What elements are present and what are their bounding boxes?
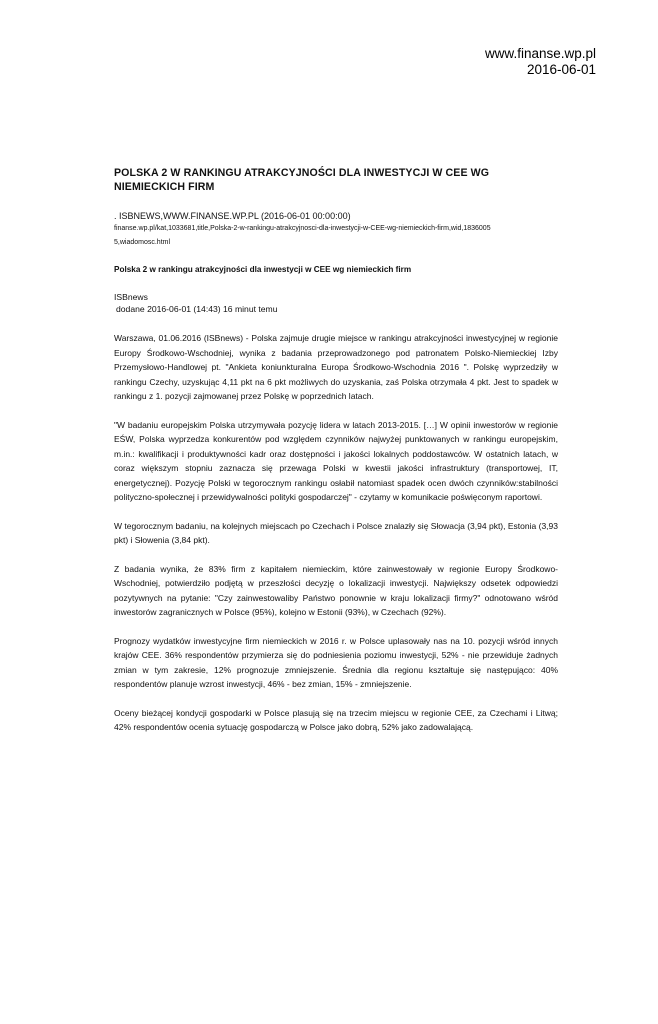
page-header: [485, 46, 596, 78]
article-published: dodane 2016-06-01 (14:43) 16 minut temu: [116, 303, 278, 314]
article-title: POLSKA 2 W RANKINGU ATRAKCYJNOŚCI DLA INWESTYCJI W CEE WG NIEMIECKICH FIRM: [114, 167, 490, 193]
paragraph: Oceny bieżącej kondycji gospodarki w Polsce plasują się na trzecim miejscu w regionie CEE, za Czechami i Litwą; 42% respondentów ocenia sytuację gospodarczą w Polsce jako dobrą, 52% jako zadowalającą.: [114, 707, 558, 732]
paragraph: Prognozy wydatków inwestycyjne firm niemieckich w 2016 r. w Polsce uplasowały nas na 10. pozycji wśród innych krajów CEE. 36% respondentów przymierza się do podniesienia poziomu inwestycji, 52% - nie przewiduje żadnych zmian w tym zakresie, 12% prognozuje zmniejszenie. Średnia dla regionu kształtuje się następująco: 40% respondentów planuje wzrost inwestycji, 46% - bez zmian, 15% - zmniejszenie.: [114, 635, 558, 689]
article-source: . ISBNEWS,WWW.FINANSE.WP.PL (2016-06-01 00:00:00): [114, 211, 351, 221]
article: [114, 166, 558, 749]
paragraph: Warszawa, 01.06.2016 (ISBnews) - Polska zajmuje drugie miejsce w rankingu atrakcyjności inwestycyjnej w regionie Europy Środkowo-Wschodniej, wynika z badania przeprowadzonego pod patronatem Polsko-Niemieckiej Izby Przemysłowo-Handlowej pt. "Ankieta koniunkturalna Europa Środkowo-Wschodnia 2016 ". Polskę wyprzedziły w rankingu Czechy, uzyskując 4,11 pkt na 6 pkt możliwych do uzyskania, zaś Polska otrzymała 4 pkt. Jest to spadek w rankingu z 1. pozycji zajmowanej przez Polskę w poprzednich latach.: [114, 333, 558, 401]
paragraph: W tegorocznym badaniu, na kolejnych miejscach po Czechach i Polsce znalazły się Słowacja (3,94 pkt), Estonia (3,93 pkt) i Słowenia (3,84 pkt).: [114, 520, 558, 545]
article-subtitle: Polska 2 w rankingu atrakcyjności dla inwestycji w CEE wg niemieckich firm: [114, 265, 412, 274]
article-author: ISBnews: [114, 292, 148, 302]
header-date: 2016-06-01: [526, 62, 596, 77]
paragraph: "W badaniu europejskim Polska utrzymywała pozycję lidera w latach 2013-2015. […] W opinii inwestorów w regionie EŚW, Polska wyprzedza konkurentów pod względem czynników najwyżej punktowanych w rankingu europejskim, m.in.: kwalifikacji i produktywności kadr oraz dostępności i jakości lokalnych poddostawców. W ostatnich latach, w coraz większym stopniu zaznacza się przewaga Polski w kwestii jakości infrastruktury (transportowej, IT, energetycznej). Pozycję Polski w tegorocznym rankingu osłabił natomiast spadek ocen dwóch czynników:stabilności polityczno-społecznej i przewidywalności polityki gospodarczej" - czytamy w komunikacie poświęconym raportowi.: [114, 419, 558, 502]
paragraph: Z badania wynika, że 83% firm z kapitałem niemieckim, które zainwestowały w regionie Europy Środkowo-Wschodniej, potwierdziło podjętą w przeszłości decyzję o lokalizacji inwestycji. Największy odsetek odpowiedzi pozytywnych na pytanie: "Czy zainwestowaliby Państwo ponownie w kraju lokalizacji firmy?" odnotowano wśród inwestorów zagranicznych w Polsce (95%), kolejno w Estonii (93%), w Czechach (92%).: [114, 563, 558, 617]
header-site: www.finanse.wp.pl: [484, 46, 596, 61]
article-url: finanse.wp.pl/kat,1033681,title,Polska-2-w-rankingu-atrakcyjnosci-dla-inwestycji-w-CEE-wg-niemieckich-firm,wid,18360055,wiadomosc.html: [114, 225, 491, 246]
